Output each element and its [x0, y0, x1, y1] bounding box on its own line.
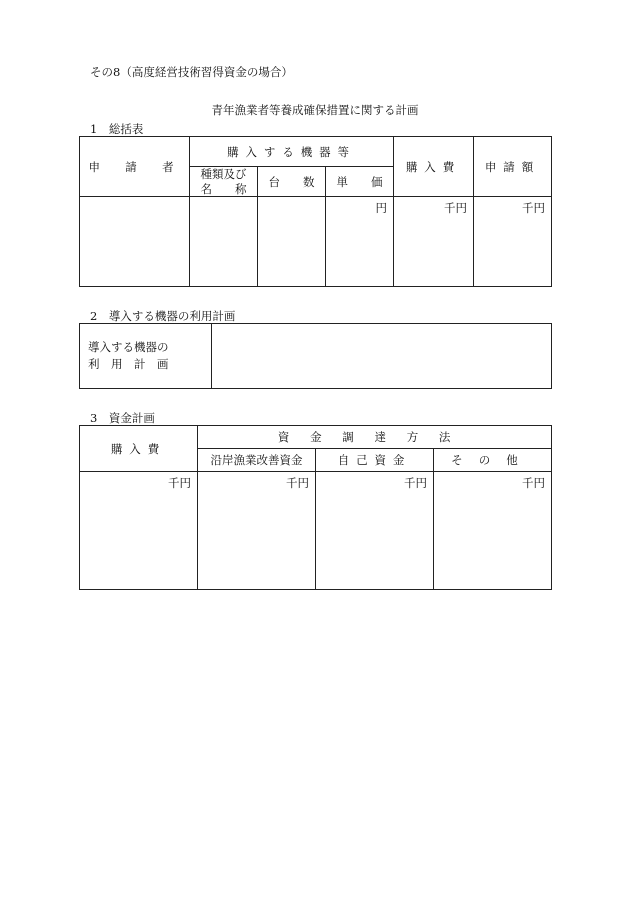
header-applied-amount: 申請額: [474, 137, 552, 197]
section2-label: 2 導入する機器の利用計画: [90, 309, 236, 323]
header-unit-price: 単 価: [326, 167, 394, 197]
cell-purchase-cost[interactable]: 千円: [394, 197, 474, 287]
cell-other[interactable]: 千円: [434, 472, 552, 590]
form-title: 青年漁業者等養成確保措置に関する計画: [211, 103, 419, 117]
summary-table: [79, 136, 552, 287]
usage-plan-table: [79, 323, 552, 389]
usage-plan-label-line1: 導入する機器の: [88, 339, 169, 354]
header-applicant: 申 請 者: [80, 137, 190, 197]
header-other: その他: [434, 449, 552, 472]
section3-label: 3 資金計画: [90, 411, 155, 425]
cell-type-name[interactable]: [190, 197, 258, 287]
form-heading: その8（高度経営技術習得資金の場合）: [90, 65, 293, 79]
funding-plan-table: [79, 425, 552, 590]
header-type-name: [190, 167, 258, 197]
header-coastal-fund: 沿岸漁業改善資金: [198, 449, 316, 472]
header-quantity: 台 数: [258, 167, 326, 197]
header-purchase-cost: 購入費: [394, 137, 474, 197]
cell-unit-price[interactable]: 円: [326, 197, 394, 287]
cell-own-funds[interactable]: 千円: [316, 472, 434, 590]
usage-plan-cell[interactable]: [212, 324, 552, 389]
cell-quantity[interactable]: [258, 197, 326, 287]
header-type-line2: 名 称: [200, 181, 247, 196]
header-funding-group: 資金調達方法: [198, 426, 552, 449]
header-equipment-group: 購入する機器等: [190, 137, 394, 167]
cell-coastal-fund[interactable]: 千円: [198, 472, 316, 590]
section1-label: 1 総括表: [90, 122, 144, 136]
header-own-funds: 自己資金: [316, 449, 434, 472]
header-type-line1: 種類及び: [200, 167, 247, 182]
cell-applicant[interactable]: [80, 197, 190, 287]
header-fund-purchase-cost: 購入費: [80, 426, 198, 472]
cell-applied-amount[interactable]: 千円: [474, 197, 552, 287]
usage-plan-label-line2: 利 用 計 画: [88, 357, 169, 371]
cell-fund-purchase-cost[interactable]: 千円: [80, 472, 198, 590]
usage-plan-label: [80, 324, 212, 389]
